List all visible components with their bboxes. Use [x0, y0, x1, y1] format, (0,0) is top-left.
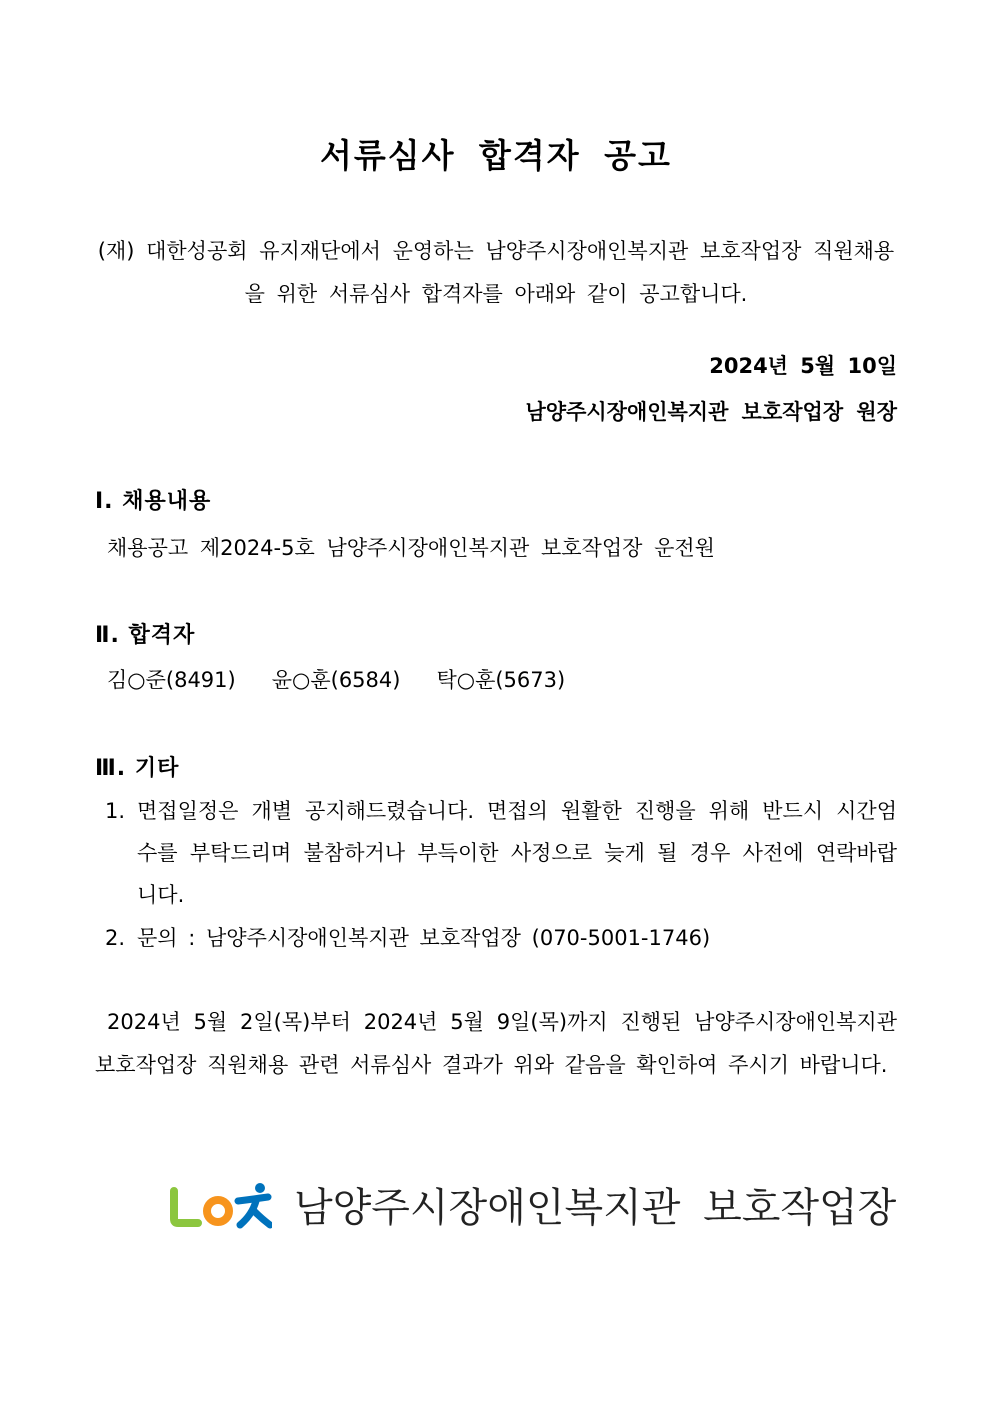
list-item: [105, 790, 897, 916]
closing-paragraph: 2024년 5월 2일(목)부터 2024년 5월 9일(목)까지 진행된 남양주시장애인복지관 보호작업장 직원채용 관련 서류심사 결과가 위와 같음을 확인하여 주시기 바랍니다.: [95, 1010, 897, 1077]
section-heading-recruitment: Ⅰ. 채용내용: [95, 489, 212, 514]
organization-name: 남양주시장애인복지관 보호작업장: [294, 1185, 897, 1231]
organization-logo-icon: [168, 1181, 272, 1229]
list-item-text: 문의 : 남양주시장애인복지관 보호작업장 (070-5001-1746): [137, 926, 711, 950]
passer-name: 김○준(8491): [107, 668, 236, 692]
passer-name: 탁○훈(5673): [436, 668, 566, 692]
intro-paragraph: (재) 대한성공회 유지재단에서 운영하는 남양주시장애인복지관 보호작업장 직원채용을 위한 서류심사 합격자를 아래와 같이 공고합니다.: [97, 239, 895, 306]
notice-date: 2024년 5월 10일: [709, 354, 897, 378]
signatory: 남양주시장애인복지관 보호작업장 원장: [525, 400, 897, 424]
passer-name: 윤○훈(6584): [271, 668, 401, 692]
passer-list: [107, 664, 601, 694]
list-item-number: 1.: [105, 799, 126, 823]
list-item-text: 면접일정은 개별 공지해드렸습니다. 면접의 원활한 진행을 위해 반드시 시간엄수를 부탁드리며 불참하거나 부득이한 사정으로 늦게 될 경우 사전에 연락바랍니다.: [137, 799, 897, 907]
list-item-number: 2.: [105, 926, 126, 950]
section-heading-passers: Ⅱ. 합격자: [95, 623, 196, 648]
page-title: 서류심사 합격자 공고: [320, 136, 672, 175]
recruitment-text: 채용공고 제2024-5호 남양주시장애인복지관 보호작업장 운전원: [107, 536, 715, 560]
list-item: [105, 917, 897, 959]
footer: [168, 1176, 896, 1233]
section-heading-etc: Ⅲ. 기타: [95, 756, 180, 781]
